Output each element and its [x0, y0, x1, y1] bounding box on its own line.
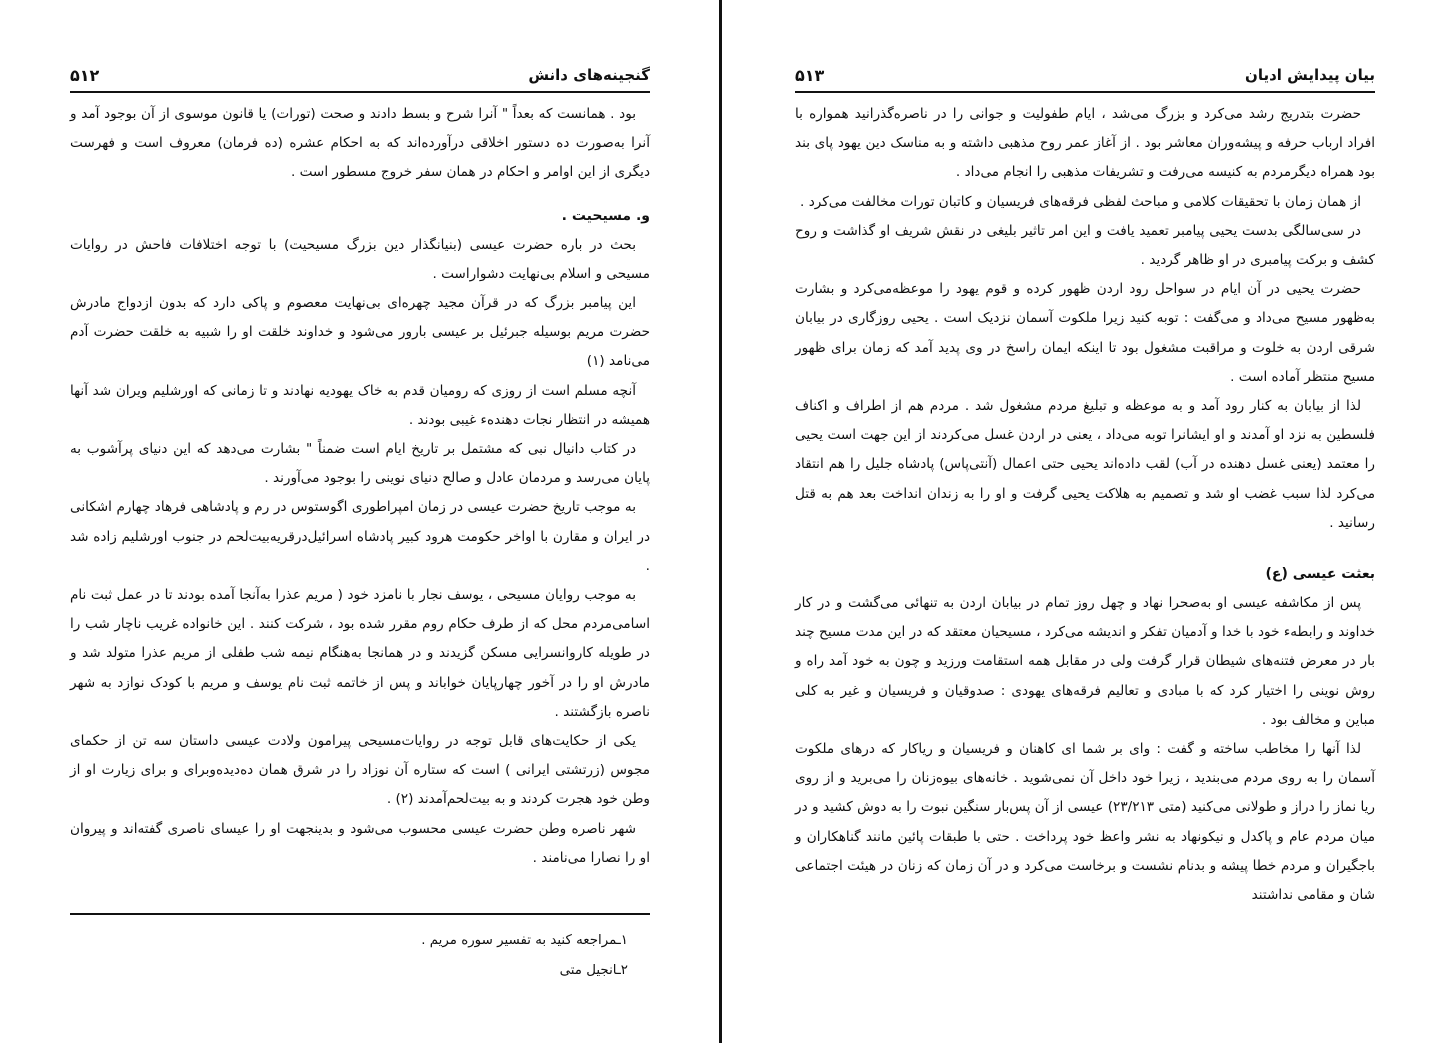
left-paragraph: به موجب تاریخ حضرت عیسی در زمان امپراطوری اگوستوس در رم و پادشاهی فرهاد چهارم اشکانی در ایران و مقارن با اواخر حکومت هرود کبیر پادشاه اسرائیل‌درقریه‌بیت‌لحم در جنوب اورشلیم زاده شد . — [70, 499, 650, 574]
book-gutter — [719, 0, 722, 1043]
left-page-body — [70, 100, 650, 873]
left-paragraph: یکی از حکایت‌های قابل توجه در روایات‌مسیحی پیرامون ولادت عیسی داستان سه تن از حکمای مجوس (زرتشتی ایرانی ) است که ستاره آن نوزاد را در شرق همان ده‌دیده‌وبرای و برای زیارت او از وطن خود هجرت کردند و به بیت‌لحم‌آمدند (۲) . — [70, 733, 650, 808]
right-running-title: بیان پیدایش ادیان — [1245, 66, 1375, 84]
footnote: ۱ـمراجعه کنید به تفسیر سوره مریم . — [421, 933, 628, 948]
right-paragraph: از همان زمان با تحقیقات کلامی و مباحث لفظی فرقه‌های فریسیان و کاتبان تورات مخالفت می‌کرد . — [800, 193, 1361, 210]
left-page — [70, 0, 650, 1043]
right-paragraph: لذا از بیابان به کنار رود آمد و به موعظه و تبلیغ مردم مشغول شد . مردم هم از اطراف و اکناف فلسطین به نزد او آمدند و او ایشانرا توبه می‌داد ، یعنی در اردن غسل می‌کردند از این جهت است یحیی را معتمد (یعنی غسل دهنده در آب) لقب داده‌اند یحیی حتی اعمال (آنتی‌پاس) پادشاه جلیل را هم انتقاد می‌کرد لذا سبب غضب او شد و تصمیم به هلاکت یحیی گرفت و او را به زندان انداخت بعد هم به قتل رسانید . — [795, 398, 1375, 531]
right-header-rule — [795, 91, 1375, 93]
right-page — [795, 0, 1375, 1043]
left-paragraph: به موجب روایان مسیحی ، یوسف نجار با نامزد خود ( مریم عذرا به‌آنجا آمده بودند تا در عمل ثبت نام اسامی‌مردم محل که از طرف حکام روم مقرر شده بود ، شرکت کنند . این خانواده غریب ناچار شب را در طویله کاروانسرایی مسکن گزیدند و در همانجا به‌هنگام نیمه شب طفلی از مریم عذرا متولد شد و مادرش او را در آخور چهارپایان خواباند و پس از خاتمه ثبت نام یوسف و مریم با کودک نوازد به شهر ناصره بازگشتند . — [70, 587, 650, 720]
footnote: ۲ـانجیل متی — [559, 963, 628, 978]
footnote-rule — [70, 913, 650, 915]
right-paragraph: لذا آنها را مخاطب ساخته و گفت : وای بر شما ای کاهنان و فریسیان و ریاکار که درهای ملکوت آسمان را به روی مردم می‌بندید ، زیرا خود داخل آن نمی‌شوید . خانه‌های بیوه‌زنان را می‌برید و از روی ریا نماز را دراز و طولانی می‌کنید (متی ۲۳/۲۱۳) عیسی از آن پس‌بار سنگین نبوت را به دوش کشید و در میان مردم عام و پاکدل و نیکونهاد به نشر واعظ خود پرداخت . حتی با طبقات پائین مانند گناهکاران و باجگیران و مردم خطا پیشه و بدنام نشست و برخاست می‌کرد و در آن زمان که زنان در هیئت اجتماعی شان و مقامی نداشتند — [795, 741, 1375, 904]
left-paragraph: این پیامبر بزرگ که در قرآن مجید چهره‌ای بی‌نهایت معصوم و پاکی دارد که بدون ازدواج مادرش حضرت مریم بوسیله جبرئیل بر عیسی بارور می‌شود و خداوند خلقت او را شبیه به خلقت حضرت آدم می‌نامد (۱) — [70, 295, 650, 370]
footnotes — [70, 926, 650, 986]
left-header-rule — [70, 91, 650, 93]
left-page-number: ۵۱۲ — [70, 65, 100, 85]
right-paragraph: در سی‌سالگی بدست یحیی پیامبر تعمید یافت و این امر تاثیر بلیغی در نقش شریف او گذاشت و روح کشف و برکت پیامبری در او ظاهر گردید . — [795, 222, 1375, 269]
right-paragraph: پس از مکاشفه عیسی او به‌صحرا نهاد و چهل روز تمام در بیابان اردن به تنهائی می‌گشت و در کار خداوند و رابطه‌ء خود با خدا و آدمیان تفکر و اندیشه می‌کرد ، مسیحیان معتقد که در این مدت مسیح چند بار در معرض فتنه‌های شیطان قرار گرفت ولی در مقابل همه استقامت ورزید و چون به خود آمد راه و روش نوینی را اختیار کرد که با مبادی و تعالیم فرقه‌های یهودی : صدوقیان و فریسیان و غیر به کلی مباین و مخالف بود . — [795, 595, 1375, 728]
left-paragraph: در کتاب دانیال نبی که مشتمل بر تاریخ ایام است ضمناً " بشارت می‌دهد که این دنیای پرآشوب به پایان می‌رسد و مردمان عادل و صالح دنیای نوینی را بوجود می‌آورند . — [70, 441, 650, 487]
left-paragraph: آنچه مسلم است از روزی که رومیان قدم به خاک یهودیه نهادند و تا زمانی که اورشلیم ویران شد آنها همیشه در انتظار نجات دهنده‌ء غیبی بودند . — [70, 382, 650, 428]
right-paragraph: حضرت بتدریج رشد می‌کرد و بزرگ می‌شد ، ایام طفولیت و جوانی را در ناصره‌گذرانید همواره با افراد ارباب حرفه و پیشه‌وران معاشر بود . از آغاز عمر روح مذهبی داشته و به مناسک دین یهود پای بند بود همراه دیگرمردم به کنیسه می‌رفت و تشریفات مذهبی را انجام می‌داد . — [795, 106, 1375, 181]
left-paragraph: بحث در باره حضرت عیسی (بنیانگذار دین بزرگ مسیحیت) با توجه اختلافات فاحش در روایات مسیحی و اسلام بی‌نهایت دشواراست . — [70, 236, 650, 282]
left-section-heading: و. مسیحیت . — [561, 207, 650, 224]
right-page-number: ۵۱۳ — [795, 65, 825, 85]
left-page-header — [70, 62, 650, 88]
right-paragraph: حضرت یحیی در آن ایام در سواحل رود اردن ظهور کرده و قوم یهود را موعظه‌می‌کرد و بشارت به‌ظهور مسیح می‌داد و می‌گفت : توبه کنید زیرا ملکوت آسمان نزدیک است . یحیی روزگاری در بیابان شرقی اردن به خلوت و مراقبت مشغول بود تا اینکه ایمان راسخ در وی پدید آمد که زمان برای ظهور مسیح منتظر آماده است . — [795, 281, 1375, 385]
left-running-title: گنجینه‌های دانش — [528, 66, 650, 84]
left-paragraph: شهر ناصره وطن حضرت عیسی محسوب می‌شود و بدینجهت او را عیسای ناصری گفته‌اند و پیروان او را نصارا می‌نامند . — [70, 820, 650, 866]
right-section-heading: بعثت عیسی (ع) — [1265, 566, 1375, 583]
right-page-body — [795, 100, 1375, 910]
left-intro-paragraph: بود . همانست که بعداً " آنرا شرح و بسط دادند و صحت (تورات) یا قانون موسوی از آن بوجود آمد و آنرا به‌صورت ده دستور اخلاقی درآورده‌اند که به احکام عشره (ده فرمان) معروف است و فهرست دیگری از این اوامر و احکام در همان سفر خروج مسطور است . — [70, 106, 650, 181]
right-page-header — [795, 62, 1375, 88]
